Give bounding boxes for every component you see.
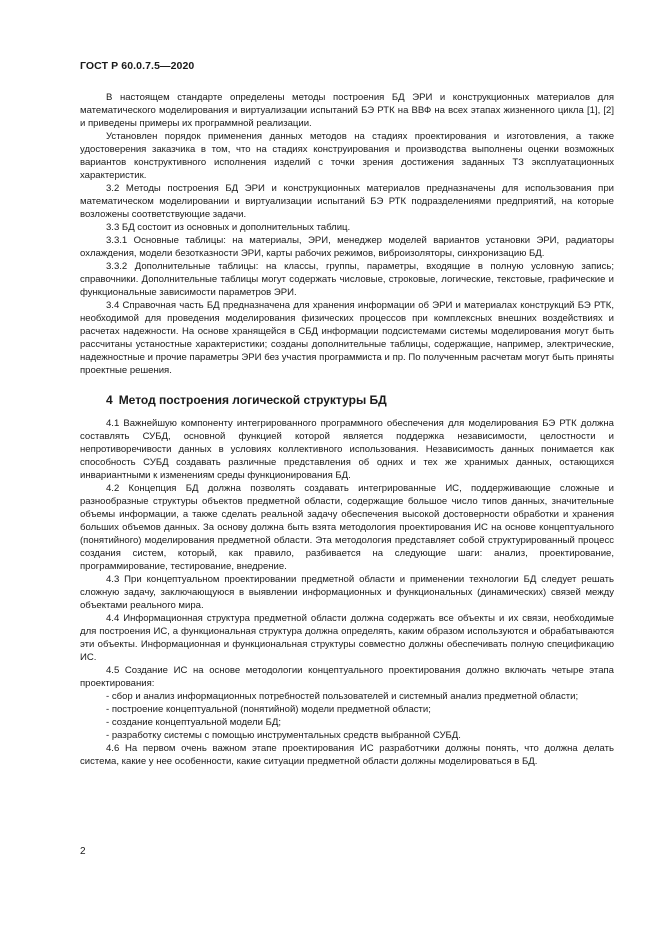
paragraph-3-4: 3.4 Справочная часть БД предназначена для хранения информации об ЭРИ и материалах конструкций БЭ РТК, необходимой для проведения моделирования физических процессов при комплексных внешних воздействиях и расчетах надежности. На основе хранящейся в СБД информации подсистемами системы моделирования могут быть рассчитаны устаностные характеристики; созданы дополнительные таблицы, содержащие, например, электрические, надежностные и прочие параметры ЭРИ без участия программиста и пр. По полученным расчетам могут быть приняты проектные решения.: [80, 300, 614, 376]
list-item: - создание концептуальной модели БД;: [106, 717, 281, 728]
paragraph-3-3: 3.3 БД состоит из основных и дополнительных таблиц.: [106, 222, 351, 233]
paragraph-3-3-1: 3.3.1 Основные таблицы: на материалы, ЭРИ, менеджер моделей вариантов установки ЭРИ, радиаторы охлаждения, модели безотказности ЭРИ, карты рабочих режимов, виброизоляторы, синхронизацию БД.: [80, 235, 614, 259]
paragraph-4-4: 4.4 Информационная структура предметной области должна содержать все объекты и их связи, необходимые для построения ИС, а функциональная структура должна определять, каким образом используются и обрабатываются эти объекты. Информационная и функциональная структуры совместно должны обеспечивать полную спецификацию ИС.: [80, 613, 614, 663]
paragraph-order: Установлен порядок применения данных методов на стадиях проектирования и изготовления, а также удостоверения заказчика в том, что на стадиях конструирования и производства выполнены оценки возможных вариантов конструктивного исполнения изделий с точки зрения достижения заданных ТЗ эксплуатационных характеристик.: [80, 131, 614, 181]
section-heading: [80, 393, 614, 407]
paragraph-4-5: 4.5 Создание ИС на основе методологии концептуального проектирования должно включать четыре этапа проектирования:: [80, 665, 614, 689]
list-item: - разработку системы с помощью инструментальных средств выбранной СУБД.: [106, 730, 461, 741]
paragraph-intro: В настоящем стандарте определены методы построения БД ЭРИ и конструкционных материалов для математического моделирования и виртуализации испытаний БЭ РТК на ВВФ на всех этапах жизненного цикла [1], [2] и приведены примеры их программной реализации.: [80, 92, 614, 129]
document-header: ГОСТ Р 60.0.7.5—2020: [80, 60, 195, 72]
list-item: - построение концептуальной (понятийной) модели предметной области;: [106, 704, 431, 715]
page-number: 2: [80, 846, 86, 857]
paragraph-4-3: 4.3 При концептуальном проектировании предметной области и применении технологии БД следует решать сложную задачу, заключающуюся в выявлении информационных и функциональных (динамических) связей между объектами реального мира.: [80, 574, 614, 611]
paragraph-4-6: 4.6 На первом очень важном этапе проектирования ИС разработчики должны понять, что должна делать система, какие у нее особенности, какие ситуации предметной области должны моделироваться в БД.: [80, 743, 614, 767]
page-content: [80, 91, 614, 768]
paragraph-4-1: 4.1 Важнейшую компоненту интегрированного программного обеспечения для моделирования БЭ РТК должна составлять СУБД, основной функцией которой является поддержка независимости, целостности и непротиворечивости данных в условиях коллективного использования. Независимость данных понимается как способность СУБД создавать различные представления об одних и тех же хранимых данных, остающихся инвариантными к изменениям среды функционирования БД.: [80, 418, 614, 481]
section-title: Метод построения логической структуры БД: [118, 393, 387, 407]
paragraph-3-2: 3.2 Методы построения БД ЭРИ и конструкционных материалов предназначены для использования при математическом моделировании и виртуализации испытаний БЭ РТК подразделениями предприятий, на которые возложены соответствующие задачи.: [80, 183, 614, 220]
section-number: 4: [106, 393, 113, 407]
paragraph-4-2: 4.2 Концепция БД должна позволять создавать интегрированные ИС, поддерживающие сложные и разнообразные структуры объектов предметной области, содержащие большое число типов данных, значительные объемы информации, а также сделать реальной задачу обеспечения высокой достоверности обработки и хранения больших объемов данных. За основу должна быть взята методология проектирования ИС на основе концептуального (понятийного) моделирования предметной области. Эта методология представляет собой структурированный процесс создания систем, который, как правило, разбивается на следующие шаги: анализ, проектирование, программирование, тестирование, внедрение.: [80, 483, 614, 572]
paragraph-3-3-2: 3.3.2 Дополнительные таблицы: на классы, группы, параметры, входящие в полную условную запись; справочники. Дополнительные таблицы могут содержать числовые, строковые, логические, текстовые, графические и функциональные зависимости параметров ЭРИ.: [80, 261, 614, 298]
list-item: - сбор и анализ информационных потребностей пользователей и системный анализ предметной области;: [106, 691, 579, 702]
